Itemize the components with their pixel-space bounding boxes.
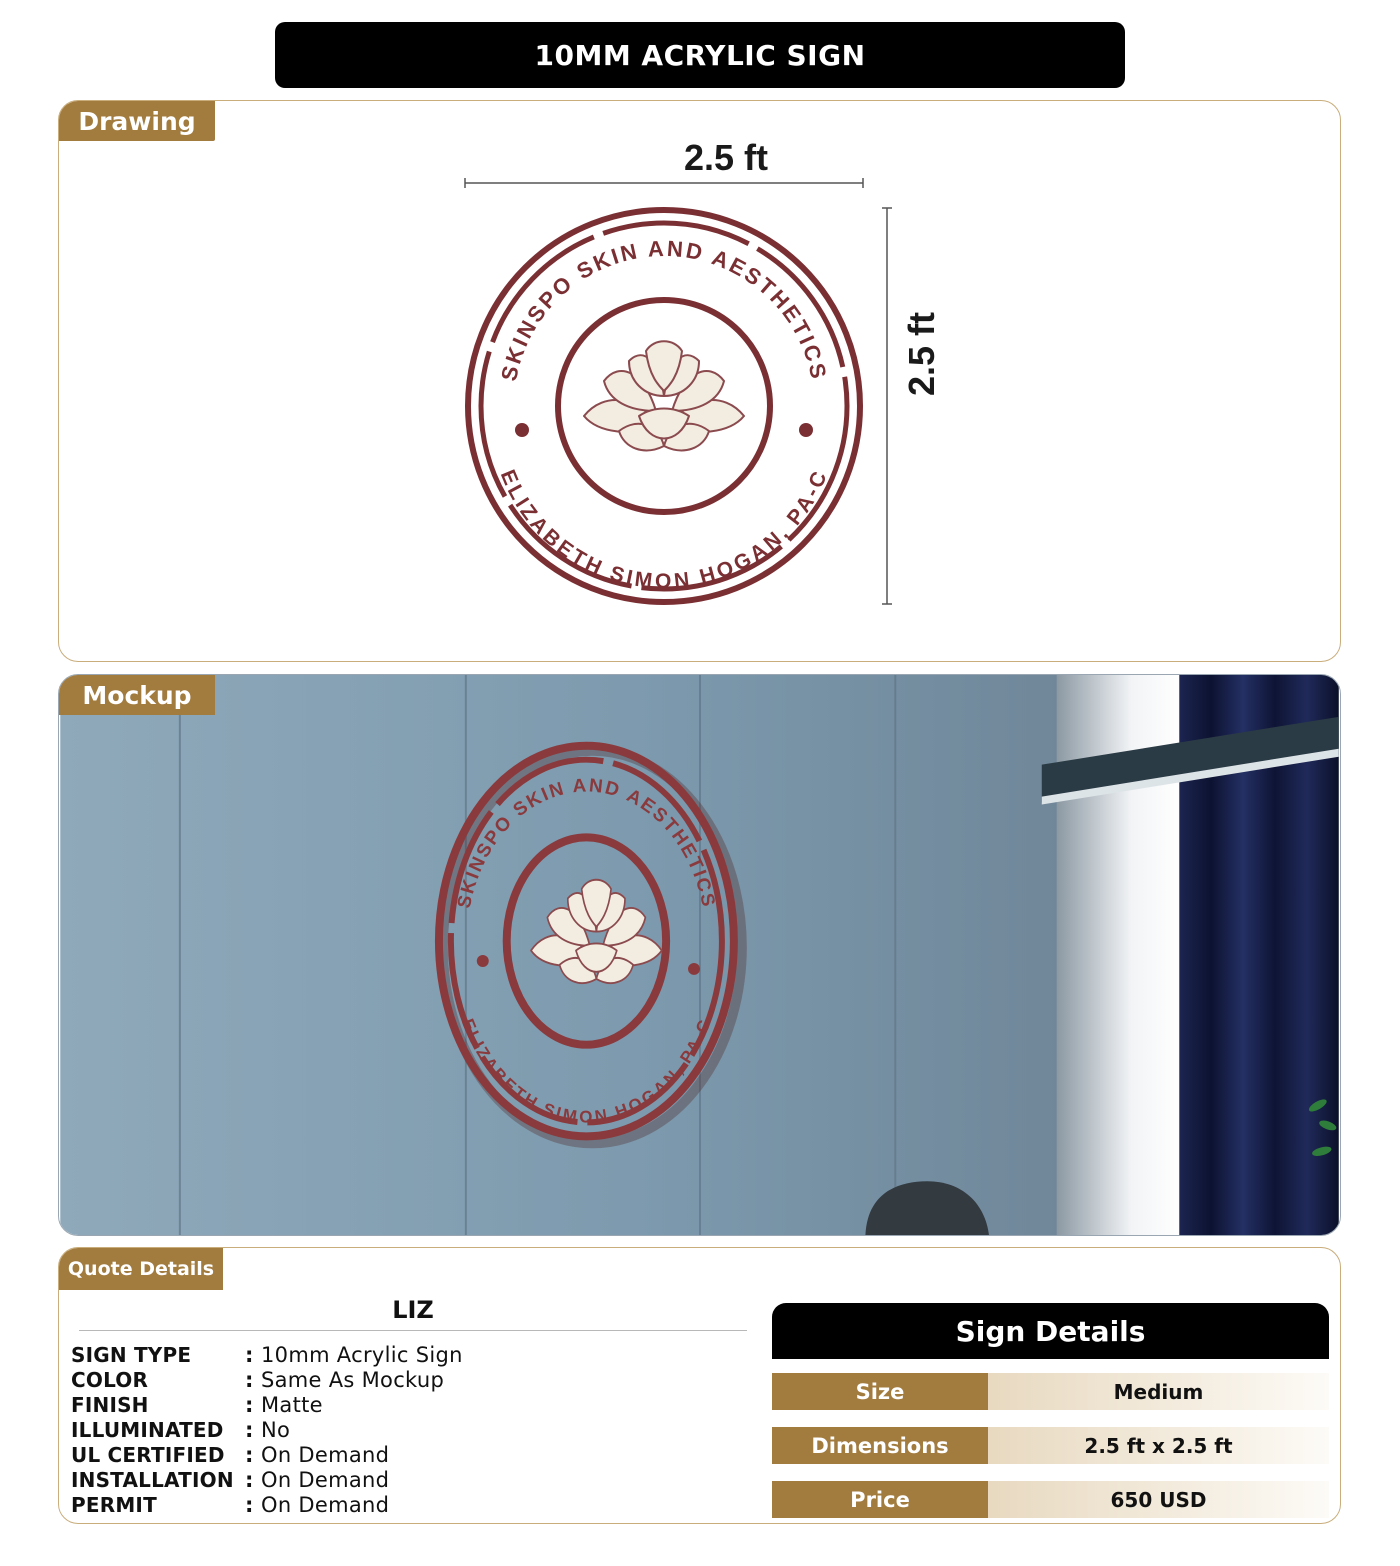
spec-value: On Demand <box>261 1492 390 1517</box>
client-name: LIZ <box>392 1296 434 1324</box>
drawing-tab-label: Drawing <box>59 101 215 141</box>
separator-dot-right <box>799 423 813 437</box>
details-value: 2.5 ft x 2.5 ft <box>988 1427 1329 1464</box>
height-dimension-line <box>882 208 892 604</box>
details-value: 650 USD <box>988 1481 1329 1518</box>
spec-label: COLOR <box>71 1367 149 1392</box>
details-row-dimensions <box>772 1427 1329 1464</box>
spec-value: 10mm Acrylic Sign <box>261 1342 463 1367</box>
mockup-logo-top-text: SKINSPO SKIN AND AESTHETICS <box>453 775 720 911</box>
mockup-logo-bottom-text: ELIZABETH SIMON HOGAN, PA-C <box>458 1016 715 1127</box>
spec-value: Same As Mockup <box>261 1367 445 1392</box>
sign-logo <box>468 210 860 602</box>
spec-row-installation: INSTALLATION : On Demand <box>71 1467 390 1492</box>
spec-row-illuminated: ILLUMINATED : No <box>71 1417 291 1442</box>
spec-label: PERMIT <box>71 1492 157 1517</box>
spec-label: FINISH <box>71 1392 149 1417</box>
spec-row-color: COLOR : Same As Mockup <box>71 1367 445 1392</box>
drawing-panel <box>58 100 1341 662</box>
spec-label: UL CERTIFIED <box>71 1442 225 1467</box>
details-value: Medium <box>988 1373 1329 1410</box>
logo-top-text: SKINSPO SKIN AND AESTHETICS <box>496 235 832 384</box>
spec-row-sign-type: SIGN TYPE : 10mm Acrylic Sign <box>71 1342 463 1367</box>
details-key: Dimensions <box>772 1427 988 1464</box>
svg-text:ELIZABETH SIMON HOGAN, PA-C <box>495 467 832 594</box>
spec-value: On Demand <box>261 1467 390 1492</box>
details-key: Size <box>772 1373 988 1410</box>
page-title: 10MM ACRYLIC SIGN <box>275 22 1125 88</box>
quote-divider <box>79 1330 747 1331</box>
mockup-panel <box>58 674 1341 1236</box>
logo-bottom-text: ELIZABETH SIMON HOGAN, PA-C <box>495 466 833 594</box>
details-row-price <box>772 1481 1329 1518</box>
separator-dot-left <box>515 423 529 437</box>
width-dimension-line <box>465 178 863 188</box>
spec-value: On Demand <box>261 1442 390 1467</box>
spec-label: SIGN TYPE <box>71 1342 192 1367</box>
mockup-tab-label: Mockup <box>59 675 215 715</box>
spec-value: No <box>261 1417 291 1442</box>
drawing-canvas <box>59 101 1341 662</box>
spec-label: ILLUMINATED <box>71 1417 224 1442</box>
quote-details-panel <box>58 1247 1341 1524</box>
spec-row-finish: FINISH : Matte <box>71 1392 323 1417</box>
details-row-size <box>772 1373 1329 1410</box>
spec-row-permit: PERMIT : On Demand <box>71 1492 390 1517</box>
quote-tab-label: Quote Details <box>59 1248 223 1290</box>
width-dimension-label: 2.5 ft <box>683 137 769 178</box>
mockup-scene <box>59 675 1340 1235</box>
height-dimension-label: 2.5 ft <box>901 311 942 397</box>
spec-list <box>71 1342 463 1517</box>
lotus-icon <box>584 341 744 450</box>
details-key: Price <box>772 1481 988 1518</box>
spec-row-ul-certified: UL CERTIFIED : On Demand <box>71 1442 390 1467</box>
spec-value: Matte <box>261 1392 323 1417</box>
spec-label: INSTALLATION <box>71 1467 234 1492</box>
sign-details-title: Sign Details <box>772 1303 1329 1359</box>
